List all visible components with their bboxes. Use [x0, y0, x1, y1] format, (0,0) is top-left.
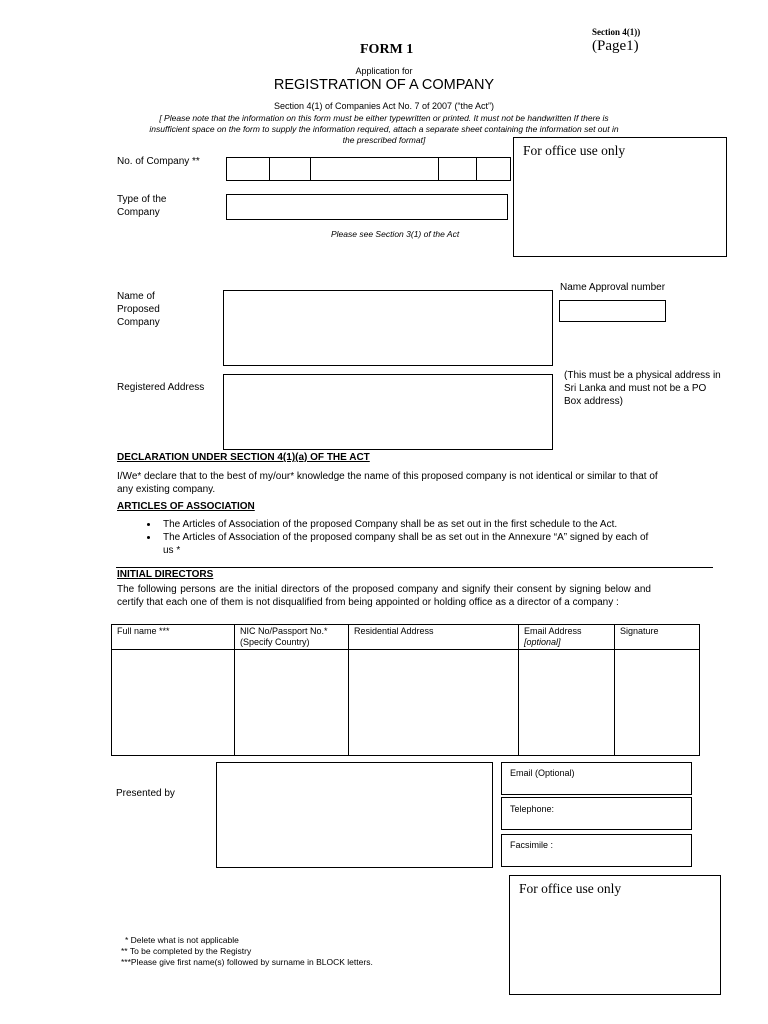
declaration-text: I/We* declare that to the best of my/our* knowledge the name of this proposed company is not identical or similar to that of any existing company.	[117, 471, 658, 495]
company-number-field[interactable]	[226, 157, 511, 181]
form-title: FORM 1	[360, 42, 414, 57]
company-number-label: No. of Company **	[117, 156, 200, 167]
table-row[interactable]	[112, 650, 700, 756]
footnote: * Delete what is not applicable	[125, 935, 239, 945]
footnote: ***Please give first name(s) followed by surname in BLOCK letters.	[121, 957, 373, 967]
section-reference: Section 4(1))	[592, 27, 641, 37]
email-cell[interactable]	[519, 650, 615, 756]
name-approval-label: Name Approval number	[560, 282, 666, 293]
articles-item: • The Articles of Association of the proposed Company shall be as set out in the first schedule to the Act.	[159, 518, 657, 531]
page-reference: (Page1)	[592, 38, 639, 54]
office-use-label: For office use only	[519, 881, 622, 896]
directors-text: The following persons are the initial directors of the proposed company and signify their consent by signing below and certify that each one of them is not disqualified from being appointed or holding office as a director of a company :	[117, 584, 651, 608]
signature-cell[interactable]	[615, 650, 700, 756]
articles-heading: ARTICLES OF ASSOCIATION	[117, 501, 255, 512]
directors-table-header	[112, 625, 700, 650]
proposed-name-label: Name of Proposed Company	[117, 291, 160, 328]
articles-item: • The Articles of Association of the proposed company shall be as set out in the Annexure “A” signed by each of us *	[159, 531, 657, 557]
column-header: Signature	[615, 625, 700, 650]
email-field[interactable]	[501, 762, 692, 795]
telephone-field[interactable]	[501, 797, 692, 830]
company-type-label: Type of the Company	[117, 194, 167, 218]
facsimile-label: Facsimile :	[510, 840, 554, 850]
registration-title: REGISTRATION OF A COMPANY	[273, 77, 495, 93]
column-header: Full name ***	[112, 625, 235, 650]
footnotes	[121, 935, 373, 968]
nic-passport-cell[interactable]	[235, 650, 349, 756]
presented-by-field[interactable]	[216, 762, 493, 868]
articles-list	[117, 518, 657, 557]
company-type-note: Please see Section 3(1) of the Act	[331, 229, 460, 239]
address-note: (This must be a physical address in Sri Lanka and must not be a PO Box address)	[564, 370, 721, 407]
act-reference: Section 4(1) of Companies Act No. 7 of 2007 (“the Act”)	[273, 101, 495, 111]
presented-by-label: Presented by	[116, 788, 175, 799]
residential-address-cell[interactable]	[349, 650, 519, 756]
full-name-cell[interactable]	[112, 650, 235, 756]
registered-address-label: Registered Address	[117, 382, 205, 393]
registered-address-field[interactable]	[223, 374, 553, 450]
column-header: NIC No/Passport No.* (Specify Country)	[235, 625, 349, 650]
office-use-label: For office use only	[523, 143, 626, 158]
declaration-heading: DECLARATION UNDER SECTION 4(1)(a) OF THE ACT	[117, 452, 370, 463]
application-for-label: Application for	[355, 66, 413, 76]
proposed-name-field[interactable]	[223, 290, 553, 366]
column-header: Residential Address	[349, 625, 519, 650]
name-approval-field[interactable]	[559, 300, 666, 322]
company-type-field[interactable]	[226, 194, 508, 220]
directors-heading: INITIAL DIRECTORS	[117, 569, 214, 580]
email-label: Email (Optional)	[510, 768, 575, 778]
facsimile-field[interactable]	[501, 834, 692, 867]
form-instructions: [ Please note that the information on this form must be either typewritten or printed. It must not be handwritten If there is insufficient space on the form to supply the information required, attach a separate sheet containing the information set out in the prescribed format]	[149, 113, 619, 145]
column-header: Email Address [optional]	[519, 625, 615, 650]
footnote: ** To be completed by the Registry	[121, 946, 252, 956]
telephone-label: Telephone:	[510, 804, 555, 814]
directors-table	[111, 624, 700, 756]
section-divider	[116, 567, 713, 568]
office-use-box-bottom	[509, 875, 721, 995]
office-use-box-top	[513, 137, 727, 257]
